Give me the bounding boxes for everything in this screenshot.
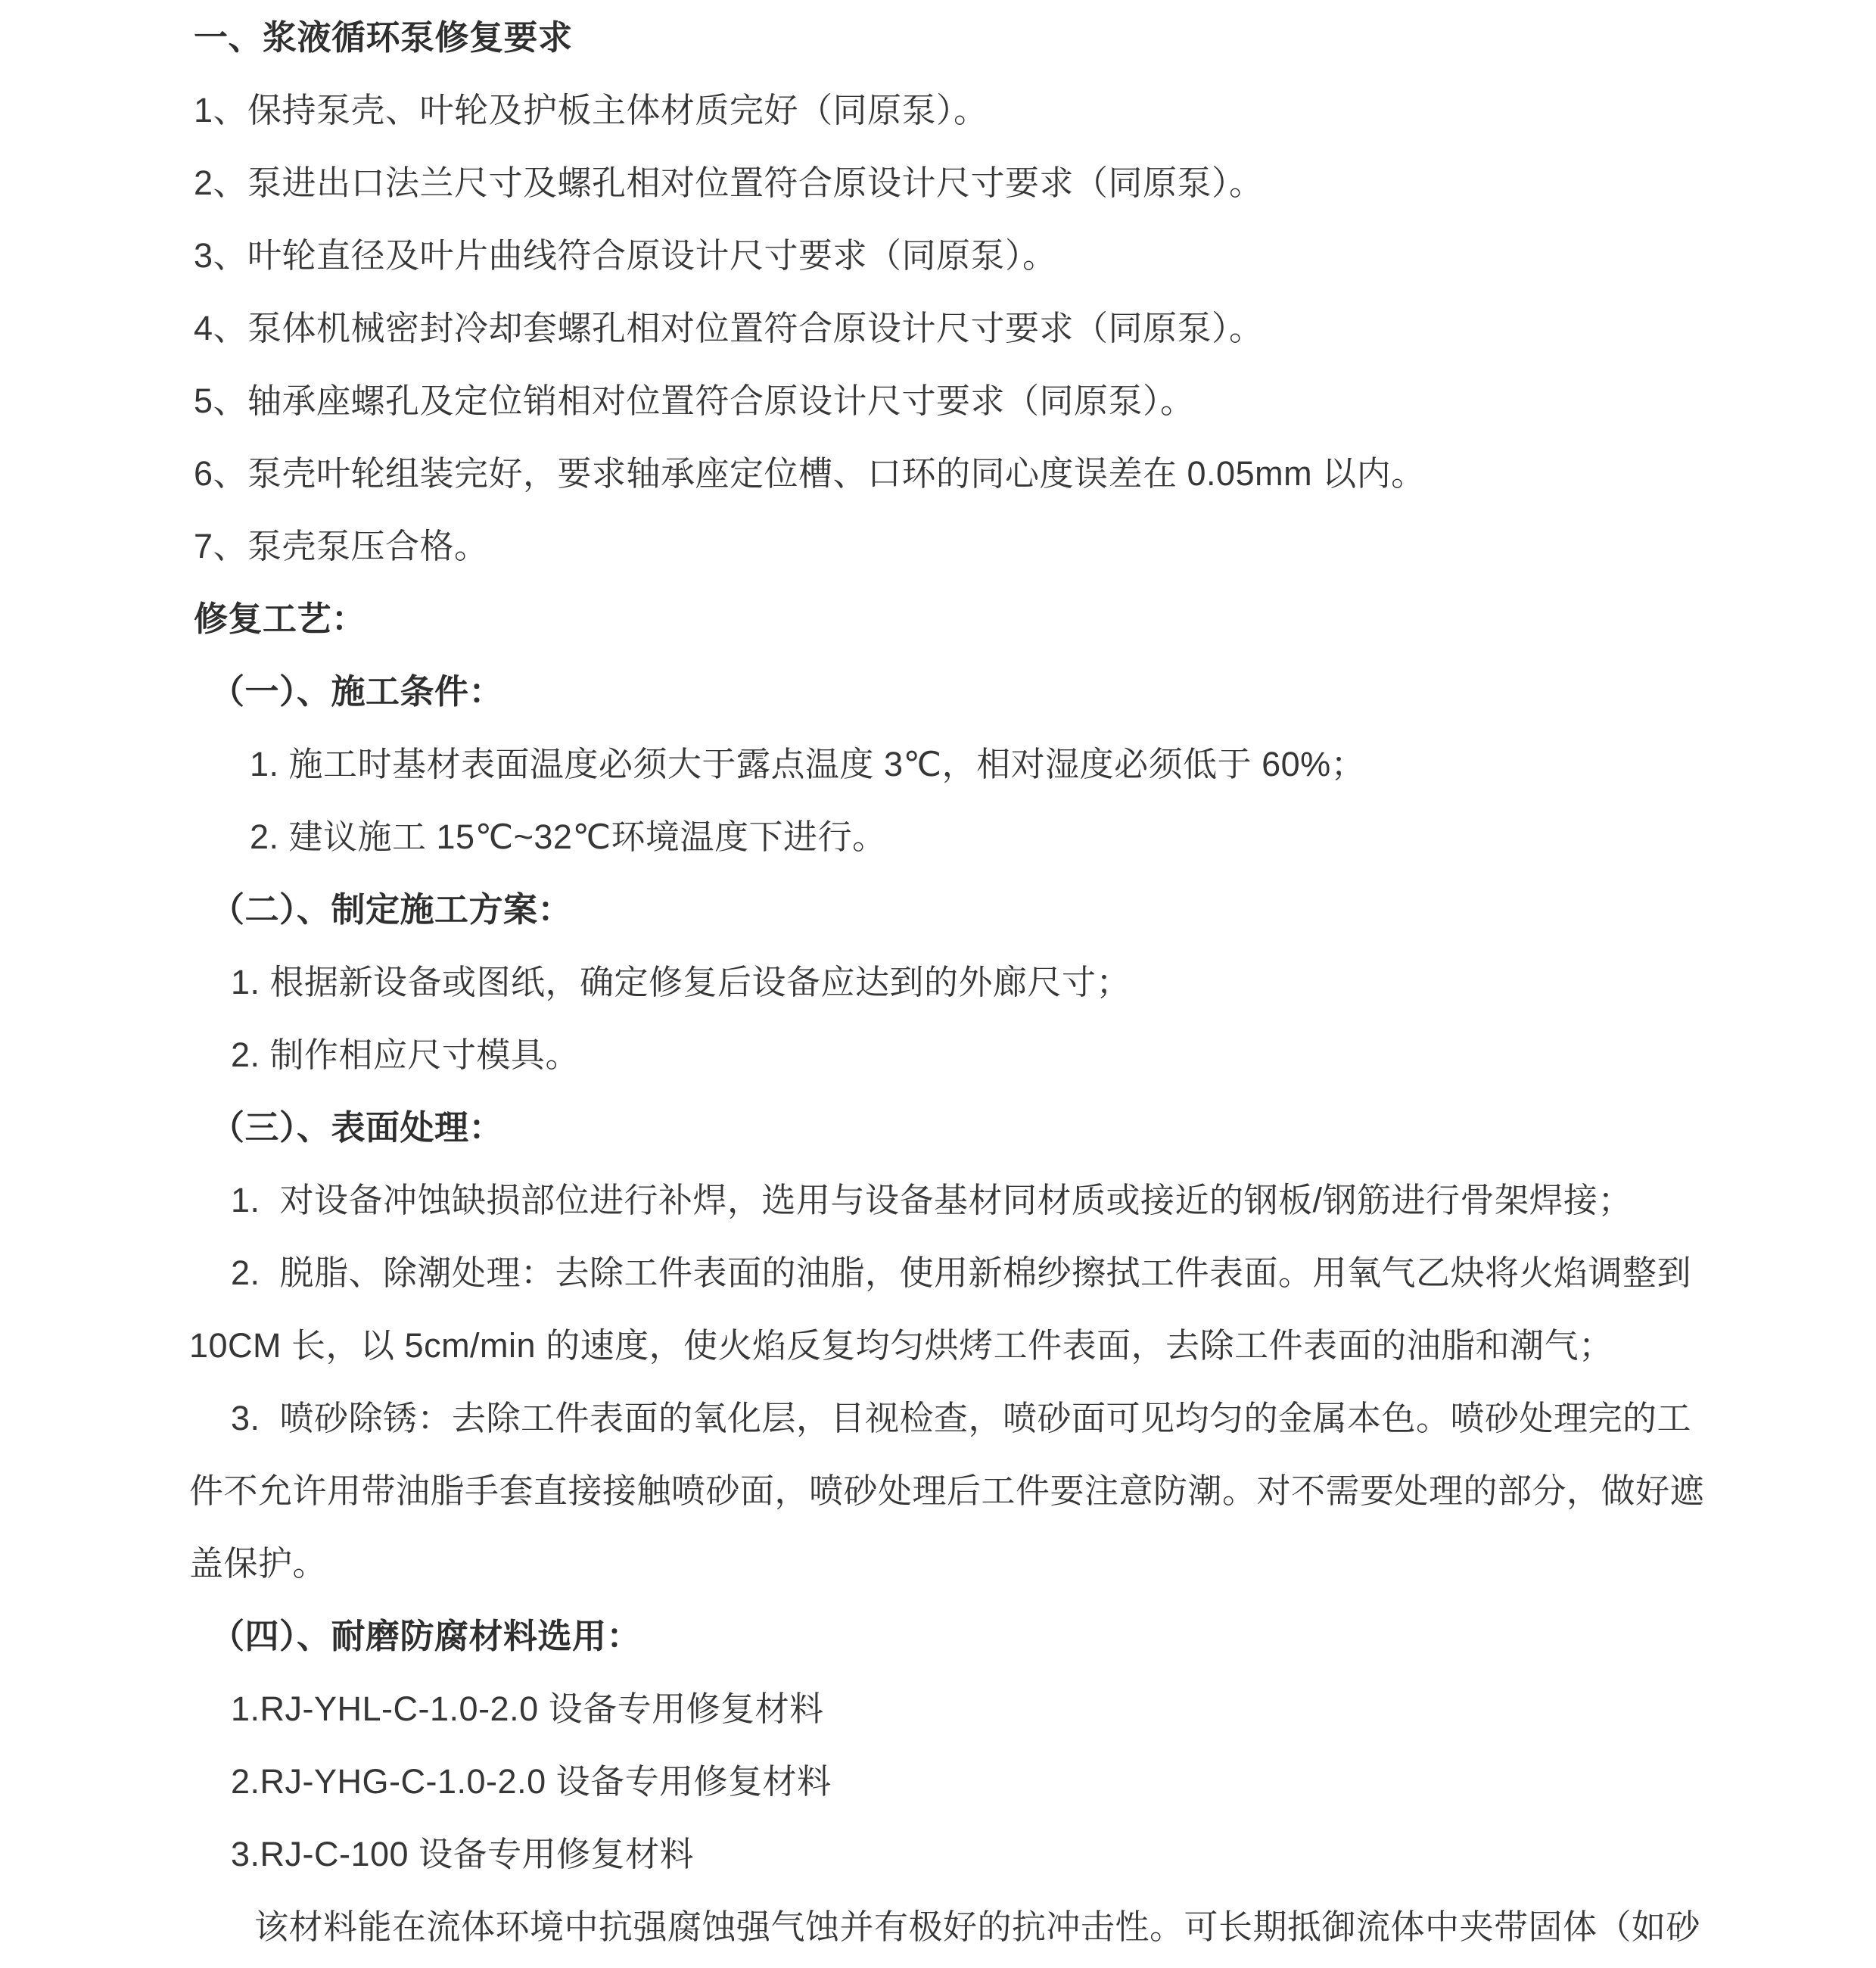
requirement-item-2: 2、泵进出口法兰尺寸及螺孔相对位置符合原设计尺寸要求（同原泵）。 <box>194 163 1264 202</box>
surface-item-3-continuation: 件不允许用带油脂手套直接接触喷砂面，喷砂处理后工件要注意防潮。对不需要处理的部分，做好遮 <box>189 1471 1705 1510</box>
section-2-heading: （二）、制定施工方案： <box>210 890 573 929</box>
requirement-item-1: 1、保持泵壳、叶轮及护板主体材质完好（同原泵）。 <box>194 91 988 129</box>
requirement-item-4: 4、泵体机械密封冷却套螺孔相对位置符合原设计尺寸要求（同原泵）。 <box>194 309 1264 347</box>
section-1-heading: （一）、施工条件： <box>210 672 504 711</box>
surface-item-2-continuation: 10CM 长，以 5cm/min 的速度，使火焰反复均匀烘烤工件表面，去除工件表面的油脂和潮气； <box>189 1326 1613 1365</box>
requirement-item-7: 7、泵壳泵压合格。 <box>194 527 489 565</box>
material-item-2: 2.RJ-YHG-C-1.0-2.0 设备专用修复材料 <box>231 1762 832 1801</box>
plan-item-2: 2. 制作相应尺寸模具。 <box>231 1035 580 1074</box>
section-4-heading: （四）、耐磨防腐材料选用： <box>210 1617 642 1655</box>
plan-item-1: 1. 根据新设备或图纸，确定修复后设备应达到的外廊尺寸； <box>231 963 1131 1001</box>
surface-item-3-continuation: 盖保护。 <box>189 1544 328 1583</box>
material-description: 该材料能在流体环境中抗强腐蚀强气蚀并有极好的抗冲击性。可长期抵御流体中夹带固体（如砂 <box>254 1907 1701 1946</box>
surface-treatment-item-2: 2. 脱脂、除潮处理：去除工件表面的油脂，使用新棉纱擦拭工件表面。用氧气乙炔将火焰调整到 <box>231 1253 1692 1292</box>
requirement-item-6: 6、泵壳叶轮组装完好，要求轴承座定位槽、口环的同心度误差在 0.05mm 以内。 <box>194 454 1426 493</box>
surface-treatment-item-1: 1. 对设备冲蚀缺损部位进行补焊，选用与设备基材同材质或接近的钢板/钢筋进行骨架焊接； <box>231 1181 1633 1219</box>
material-item-1: 1.RJ-YHL-C-1.0-2.0 设备专用修复材料 <box>231 1689 824 1728</box>
process-heading: 修复工艺： <box>194 599 366 638</box>
material-item-3: 3.RJ-C-100 设备专用修复材料 <box>231 1835 695 1873</box>
condition-item-1: 1. 施工时基材表面温度必须大于露点温度 3℃，相对湿度必须低于 60%； <box>250 745 1366 783</box>
surface-treatment-item-3: 3. 喷砂除锈：去除工件表面的氧化层，目视检查，喷砂面可见均匀的金属本色。喷砂处理完的工 <box>231 1399 1692 1437</box>
requirement-item-3: 3、叶轮直径及叶片曲线符合原设计尺寸要求（同原泵）。 <box>194 236 1057 275</box>
requirement-item-5: 5、轴承座螺孔及定位销相对位置符合原设计尺寸要求（同原泵）。 <box>194 381 1195 420</box>
chapter-heading: 一、浆液循环泵修复要求 <box>194 18 573 57</box>
condition-item-2: 2. 建议施工 15℃~32℃环境温度下进行。 <box>250 817 887 856</box>
section-3-heading: （三）、表面处理： <box>210 1108 504 1147</box>
